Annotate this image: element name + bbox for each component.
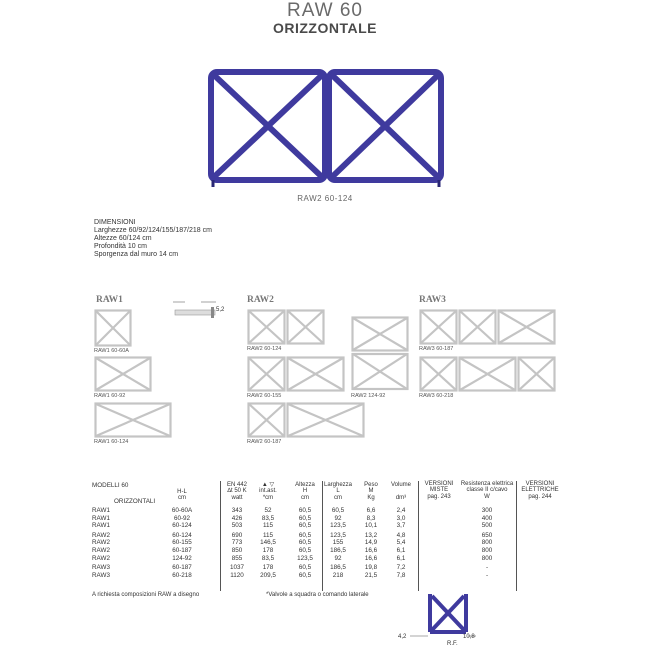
table-cell: 500 (481, 522, 493, 530)
dimensions-line: Altezze 60/124 cm (94, 235, 152, 242)
table-cell: 3,7 (396, 522, 406, 530)
table-cell: 3,0 (396, 514, 406, 522)
page-subtitle: ORIZZONTALE (272, 20, 377, 36)
note-right: *Valvole a squadra o comando laterale (266, 592, 369, 598)
header-peso-unit: Kg (367, 494, 375, 501)
table-cell: RAW2 (92, 554, 110, 562)
table-cell: 178 (262, 547, 274, 554)
table-cell: RAW1 (92, 514, 110, 522)
table-cell: 503 (231, 522, 243, 530)
table-cell: 60-124 (172, 531, 192, 539)
header-elettriche: VERSIONI (525, 481, 555, 487)
header-en-unit: watt (231, 494, 243, 501)
table-cell: 14,9 (364, 539, 378, 547)
thumb-caption: RAW2 60-124 (247, 346, 282, 352)
table-cell: 60-155 (172, 539, 192, 547)
note-left: A richiesta composizioni RAW a disegno (92, 592, 200, 598)
header-peso: Peso (364, 482, 378, 488)
table-row (92, 555, 562, 563)
table-cell: 60,5 (298, 571, 312, 579)
header-int-icon: ▲ ▽ (261, 482, 275, 488)
header-altezza: Altezza (295, 482, 315, 488)
header-versioni-page: pag. 243 (427, 493, 451, 500)
table-cell: 2,4 (396, 507, 406, 514)
header-volume: Volume (390, 482, 411, 488)
header-resistenza-unit: W (484, 493, 490, 500)
thumb-caption: RAW1 60-124 (94, 439, 129, 445)
thumb-raw2-60-124 (247, 309, 325, 345)
table-cell: RAW2 (92, 531, 110, 539)
dimensions-line: Larghezze 60/92/124/155/187/218 cm (94, 227, 212, 234)
table-cell: - (485, 564, 489, 572)
table-cell: 92 (334, 514, 342, 522)
header-peso-m: M (368, 488, 374, 495)
hero-radiator-image (205, 64, 450, 192)
thumb-raw3-60-187 (419, 309, 557, 345)
table-cell: 60-187 (172, 547, 192, 554)
table-cell: 21,5 (364, 571, 378, 579)
group-label-raw1: RAW1 (96, 295, 123, 305)
table-cell: 92 (334, 554, 342, 562)
thumb-caption: RAW1 60-60A (94, 348, 129, 354)
thumb-raw1-60-124 (94, 402, 172, 438)
table-cell: 60-124 (172, 522, 192, 530)
table-cell: 13,2 (364, 531, 378, 539)
header-h-unit: cm (178, 495, 186, 502)
thumb-caption: RAW1 60-92 (94, 393, 126, 399)
table-cell: 773 (231, 539, 243, 547)
table-cell: 343 (231, 507, 243, 514)
table-cell: RAW3 (92, 571, 110, 579)
table-cell: 800 (481, 547, 493, 554)
table-cell: 10,1 (364, 522, 378, 530)
table-cell: 186,5 (330, 547, 346, 554)
header-elettriche-page: pag. 244 (528, 493, 552, 500)
table-cell: 218 (332, 571, 344, 579)
table-cell: 60-218 (172, 571, 192, 579)
table-cell: 146,5 (260, 539, 276, 547)
thumb-raw3-60-218 (419, 356, 557, 392)
header-versioni: VERSIONI (424, 481, 454, 487)
table-cell: 300 (481, 507, 493, 514)
table-cell: 186,5 (330, 564, 346, 572)
hero-caption: RAW2 60-124 (297, 194, 353, 203)
header-resistenza: Resistenza elettrica (460, 481, 514, 487)
table-cell: 6,1 (396, 554, 406, 562)
table-cell: 400 (481, 514, 493, 522)
table-cell: 124-92 (172, 554, 192, 562)
table-cell: 60-92 (173, 514, 191, 522)
table-cell: 7,8 (396, 571, 406, 579)
header-altezza-h: H (302, 488, 308, 495)
table-cell: 6,6 (366, 507, 376, 514)
table-cell: 16,6 (364, 554, 378, 562)
table-cell: 7,2 (396, 564, 406, 572)
thumb-raw1-60-60a (94, 309, 132, 347)
table-cell: 650 (481, 531, 493, 539)
table-cell: 60,5 (331, 507, 345, 514)
table-cell: 60-60A (171, 507, 193, 514)
group-label-raw3: RAW3 (419, 295, 446, 305)
table-cell: 115 (262, 531, 274, 539)
table-cell: 426 (231, 514, 243, 522)
table-cell: 800 (481, 539, 493, 547)
table-row (92, 522, 562, 530)
table-cell: 123,5 (297, 554, 313, 562)
table-cell: 155 (332, 539, 344, 547)
dimensions-heading: DIMENSIONI (94, 219, 136, 226)
table-cell: 60,5 (298, 539, 312, 547)
table-cell: 123,5 (330, 531, 346, 539)
header-en: EN 442 (226, 482, 247, 488)
table-cell: 115 (262, 522, 274, 530)
header-volume-unit: dm³ (395, 494, 407, 501)
table-cell: 209,5 (260, 571, 276, 579)
table-cell: 19,8 (364, 564, 378, 572)
thumb-caption: RAW2 124-92 (351, 393, 386, 399)
table-row (92, 572, 562, 580)
bottom-label: R.F. (447, 641, 458, 647)
header-int-unit: *cm (262, 494, 274, 501)
dimensions-block (94, 219, 212, 259)
thumb-raw2-60-155 (247, 356, 345, 392)
thumb-caption: RAW2 60-187 (247, 439, 282, 445)
header-resistenza-classe: classe II c/cavo (466, 487, 508, 494)
table-cell: 850 (231, 547, 243, 554)
table-cell: 1037 (229, 564, 244, 572)
table-cell: 60,5 (298, 531, 312, 539)
table-cell: 83,5 (261, 514, 275, 522)
header-int: int.ast. (259, 488, 277, 495)
table-cell: RAW3 (92, 564, 110, 572)
table-cell: 83,5 (261, 554, 275, 562)
thumb-caption: RAW3 60-187 (419, 346, 454, 352)
dimensions-line: Profondità 10 cm (94, 243, 147, 250)
thumb-caption: RAW3 60-218 (419, 393, 454, 399)
header-versioni-miste: MISTE (429, 487, 449, 494)
table-cell: 8,3 (366, 514, 376, 522)
bottom-left-dim: 4,2 (398, 634, 407, 640)
side-profile-label: 5,2 (216, 307, 225, 313)
header-elettriche-label: ELETTRICHE (521, 487, 559, 494)
table-cell: 123,5 (330, 522, 346, 530)
header-en-dt: ∆t 50 K (227, 488, 247, 495)
thumb-raw1-60-92 (94, 356, 152, 392)
table-cell: 60,5 (298, 507, 312, 514)
table-cell: 16,6 (364, 547, 378, 554)
header-larghezza: Larghezza (323, 482, 353, 488)
table-cell: 178 (262, 564, 274, 572)
bottom-radiator-diagram (396, 590, 482, 650)
bottom-right-dim: 10,8 (463, 634, 475, 640)
table-cell: 60-187 (172, 564, 192, 572)
header-larghezza-l: L (336, 488, 340, 495)
table-cell: 4,8 (396, 531, 406, 539)
table-cell: RAW1 (92, 507, 110, 514)
table-subtitle: ORIZZONTALI (114, 498, 156, 505)
page-title: RAW 60 (286, 0, 364, 21)
table-cell: 60,5 (298, 522, 312, 530)
table-title: MODELLI 60 (92, 482, 129, 489)
table-cell: RAW2 (92, 539, 110, 547)
thumb-raw2-124-92 (351, 316, 409, 392)
header-altezza-unit: cm (301, 494, 309, 501)
table-cell: 855 (231, 554, 243, 562)
table-cell: 6,1 (396, 547, 406, 554)
table-cell: RAW2 (92, 547, 110, 554)
table-cell: 690 (231, 531, 243, 539)
table-cell: RAW1 (92, 522, 110, 530)
table-cell: 5,4 (396, 539, 406, 547)
table-cell: 52 (264, 507, 272, 514)
table-cell: 60,5 (298, 564, 312, 572)
header-larghezza-unit: cm (334, 494, 342, 501)
table-cell: 800 (481, 554, 493, 562)
thumb-raw2-60-187 (247, 402, 365, 438)
table-cell: 60,5 (298, 514, 312, 522)
dimensions-line: Sporgenza dal muro 14 cm (94, 251, 179, 258)
table-cell: 1120 (230, 571, 244, 579)
group-label-raw2: RAW2 (247, 295, 274, 305)
table-cell: - (485, 571, 489, 579)
header-h: H-L (177, 489, 187, 495)
table-cell: 60,5 (298, 547, 312, 554)
thumb-caption: RAW2 60-155 (247, 393, 282, 399)
